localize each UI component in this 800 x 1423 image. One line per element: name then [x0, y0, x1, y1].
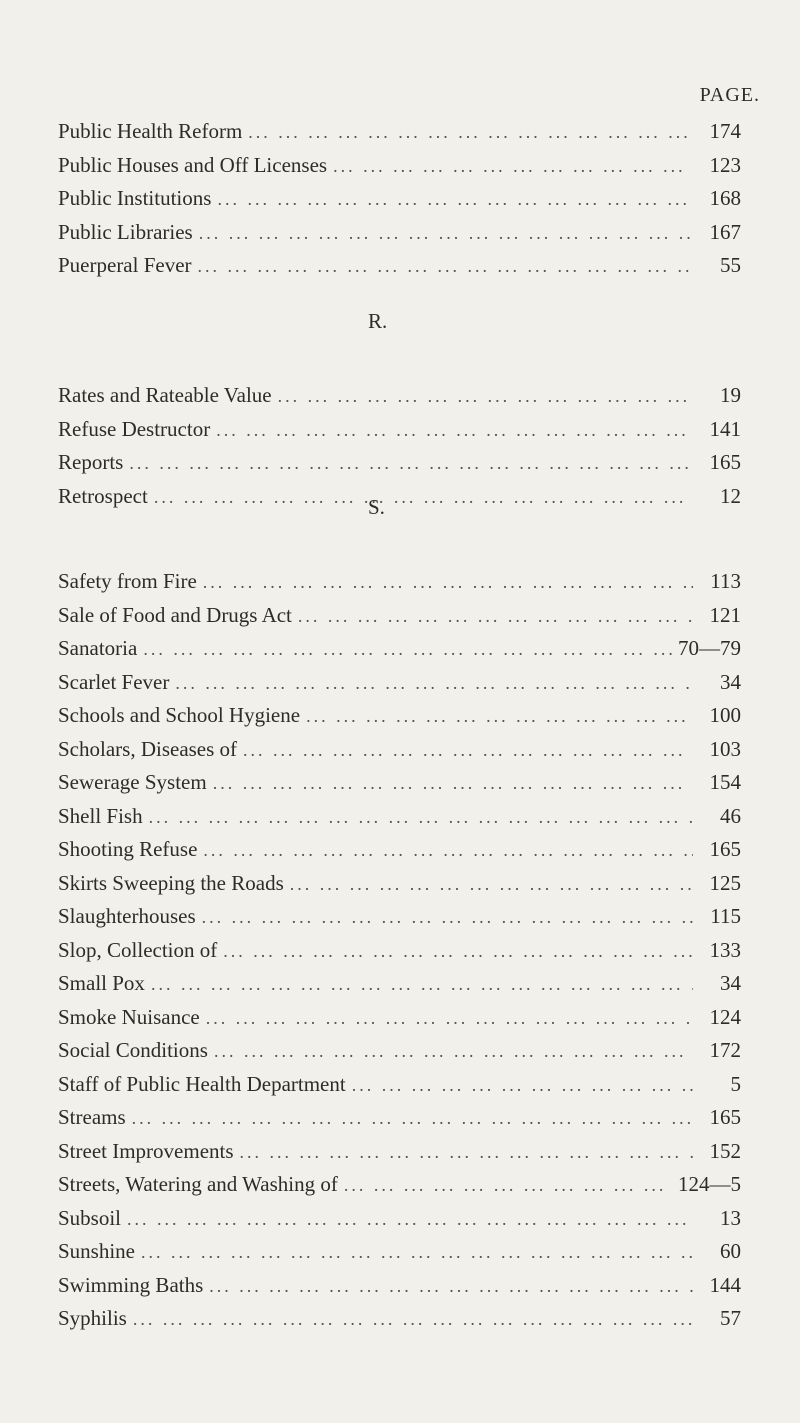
entry-page-number: 154: [709, 770, 741, 794]
entry-page-number: 125: [709, 870, 741, 895]
index-entry: [58, 1136, 741, 1166]
entry-title: Social Conditions: [58, 1038, 208, 1062]
index-entry: [58, 250, 741, 280]
dot-leader: [333, 151, 693, 180]
dot-leader: [213, 768, 693, 797]
section-letter: S.: [368, 495, 385, 519]
dot-leader: [214, 1036, 693, 1065]
entry-title: Sunshine: [58, 1239, 136, 1263]
index-entry: [58, 935, 741, 965]
entry-page-number: 168: [709, 186, 741, 210]
entry-title: Reports: [58, 450, 124, 474]
index-entry: [58, 150, 741, 180]
dot-leader: [206, 1003, 693, 1032]
index-entry: [58, 633, 741, 663]
entry-page-number: 57: [720, 1306, 741, 1330]
entry-title: Public Libraries: [58, 219, 193, 244]
index-entry: [58, 834, 741, 864]
index-entry: [58, 1002, 741, 1032]
entry-page-number: 165: [709, 837, 741, 861]
entry-title: Safety from Fire: [58, 569, 197, 593]
dot-leader: [278, 381, 693, 410]
entry-page-number: 115: [710, 904, 741, 928]
dot-leader: [199, 218, 693, 247]
entry-page-number: 172: [709, 1038, 741, 1062]
entry-page-number: 124: [709, 1004, 741, 1029]
index-entry: [58, 116, 741, 146]
entry-title: Sanatoria: [58, 636, 138, 660]
entry-page-number: 141: [709, 416, 741, 441]
entry-page-number: 152: [709, 1138, 741, 1163]
index-entry: [58, 1203, 741, 1233]
entry-title: Scholars, Diseases of: [58, 736, 238, 761]
entry-page-number: 113: [710, 569, 741, 593]
entry-title: Shell Fish: [58, 803, 143, 828]
entry-title: Syphilis: [58, 1306, 127, 1330]
index-entry: [58, 700, 741, 730]
entry-title: Scarlet Fever: [58, 669, 170, 694]
dot-leader: [133, 1304, 693, 1333]
entry-page-number: 13: [720, 1205, 741, 1230]
dot-leader: [198, 251, 693, 280]
entry-page-number: 165: [709, 1105, 741, 1129]
dot-leader: [141, 1237, 693, 1266]
index-entry: [58, 901, 741, 931]
dot-leader: [209, 1271, 693, 1300]
entry-title: Public Houses and Off Licenses: [58, 152, 328, 177]
index-entry: [58, 183, 741, 213]
entry-page-number: 12: [720, 483, 741, 508]
index-entry: [58, 1169, 741, 1199]
entry-title: Schools and School Hygiene: [58, 703, 301, 727]
dot-leader: [203, 567, 693, 596]
dot-leader: [129, 448, 693, 477]
index-entry: [58, 380, 741, 410]
entry-title: Small Pox: [58, 971, 145, 995]
entry-page-number: 55: [720, 253, 741, 277]
entry-page-number: 100: [709, 703, 741, 727]
entry-title: Shooting Refuse: [58, 837, 198, 861]
entry-page-number: 167: [709, 219, 741, 244]
entry-title: Rates and Rateable Value: [58, 383, 272, 407]
entry-page-number: 34: [720, 971, 741, 995]
entry-page-number: 165: [709, 450, 741, 474]
index-entry: [58, 1102, 741, 1132]
entry-page-number: 34: [720, 669, 741, 694]
dot-leader: [149, 802, 693, 831]
index-entry: [58, 801, 741, 831]
index-entry: [58, 667, 741, 697]
entry-page-number: 70—79: [678, 636, 741, 660]
entry-page-number: 121: [709, 602, 741, 627]
entry-title: Skirts Sweeping the Roads: [58, 870, 284, 895]
entry-page-number: 46: [720, 803, 741, 828]
dot-leader: [298, 601, 693, 630]
entry-title: Slop, Collection of: [58, 937, 218, 962]
dot-leader: [203, 835, 693, 864]
entry-title: Public Institutions: [58, 186, 212, 210]
entry-title: Slaughterhouses: [58, 904, 196, 928]
index-entry: [58, 600, 741, 630]
entry-title: Retrospect: [58, 483, 148, 508]
index-entry: [58, 414, 741, 444]
dot-leader: [151, 969, 693, 998]
dot-leader: [306, 701, 693, 730]
index-entry: [58, 868, 741, 898]
dot-leader: [202, 902, 693, 931]
index-entry: [58, 447, 741, 477]
dot-leader: [352, 1070, 693, 1099]
dot-leader: [154, 482, 693, 511]
index-entry: [58, 1236, 741, 1266]
entry-title: Staff of Public Health Department: [58, 1071, 346, 1096]
entry-title: Public Health Reform: [58, 119, 243, 143]
dot-leader: [290, 869, 693, 898]
entry-title: Refuse Destructor: [58, 416, 211, 441]
dot-leader: [248, 117, 693, 146]
entry-page-number: 103: [709, 736, 741, 761]
dot-leader: [143, 634, 674, 663]
page-column-heading: PAGE.: [699, 84, 760, 106]
index-entry: [58, 1303, 741, 1333]
dot-leader: [216, 415, 693, 444]
dot-leader: [344, 1170, 674, 1199]
dot-leader: [243, 735, 693, 764]
entry-page-number: 19: [720, 383, 741, 407]
entry-title: Sale of Food and Drugs Act: [58, 602, 292, 627]
index-entry: [58, 968, 741, 998]
index-entry: [58, 1270, 741, 1300]
dot-leader: [223, 936, 693, 965]
index-entry: [58, 217, 741, 247]
index-entry: [58, 734, 741, 764]
entry-title: Smoke Nuisance: [58, 1004, 200, 1029]
dot-leader: [127, 1204, 693, 1233]
dot-leader: [217, 184, 693, 213]
index-entry: [58, 481, 741, 511]
entry-title: Subsoil: [58, 1205, 122, 1230]
dot-leader: [240, 1137, 693, 1166]
entry-page-number: 5: [730, 1071, 741, 1096]
dot-leader: [132, 1103, 693, 1132]
section-letter: R.: [368, 309, 388, 333]
entry-title: Street Improvements: [58, 1138, 234, 1163]
index-entry: [58, 767, 741, 797]
entry-page-number: 123: [709, 152, 741, 177]
entry-title: Streets, Watering and Washing of: [58, 1172, 338, 1196]
entry-title: Puerperal Fever: [58, 253, 192, 277]
dot-leader: [175, 668, 693, 697]
index-entry: [58, 1035, 741, 1065]
index-entry: [58, 566, 741, 596]
entry-title: Swimming Baths: [58, 1272, 204, 1297]
entry-page-number: 124—5: [678, 1172, 741, 1196]
entry-title: Streams: [58, 1105, 126, 1129]
entry-page-number: 174: [709, 119, 741, 143]
entry-page-number: 133: [709, 937, 741, 962]
entry-page-number: 144: [709, 1272, 741, 1297]
entry-page-number: 60: [720, 1239, 741, 1263]
index-entry: [58, 1069, 741, 1099]
entry-title: Sewerage System: [58, 770, 207, 794]
